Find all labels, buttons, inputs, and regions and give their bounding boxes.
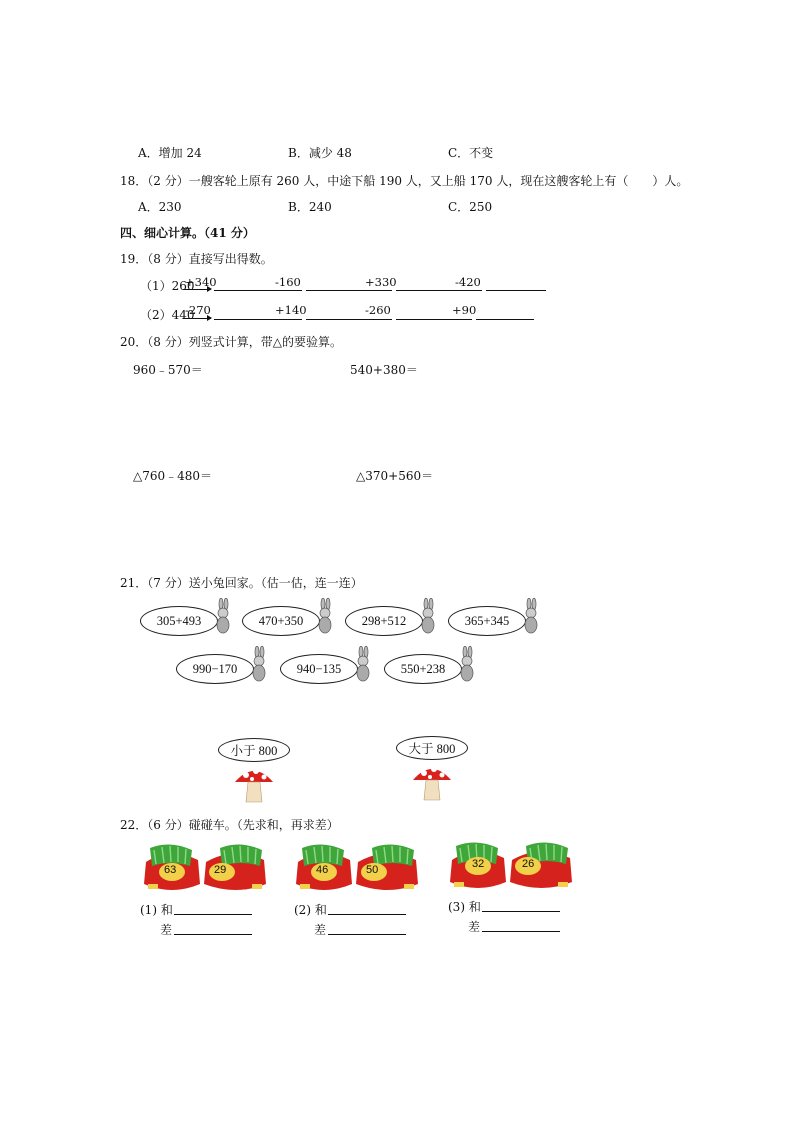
q19-row1-op2: -160 xyxy=(275,275,301,289)
q19-row2-label: （2）440 xyxy=(140,308,195,322)
expression-oval[interactable]: 365+345 xyxy=(448,606,526,636)
house-label-greater-than-800[interactable]: 大于 800 xyxy=(396,736,468,760)
q19-row1-blank4[interactable] xyxy=(486,290,546,291)
rabbit-icon xyxy=(212,598,234,634)
q19-row2-op3: -260 xyxy=(365,303,391,317)
q22-1-diff-label: 差 xyxy=(160,923,173,937)
q20-problem-1: 960﹣570＝ xyxy=(133,363,203,377)
bumper-car-pair-2 xyxy=(292,840,422,898)
q22-2-sum-label: (2) 和 xyxy=(294,903,327,917)
q19-row2-op1: -270 xyxy=(185,303,211,317)
q19-row2-op2: +140 xyxy=(275,303,307,317)
q22-2-diff-blank[interactable] xyxy=(328,934,406,935)
q17-option-a: A．增加 24 xyxy=(138,146,202,160)
q19-row1-op1: +340 xyxy=(185,275,217,289)
expression-oval[interactable]: 990−170 xyxy=(176,654,254,684)
rabbit-icon xyxy=(520,598,542,634)
q20-title: 20．（8 分）列竖式计算，带△的要验算。 xyxy=(120,335,342,349)
car-number: 29 xyxy=(214,864,227,876)
mushroom-icon xyxy=(410,760,454,802)
mushroom-icon xyxy=(232,762,276,804)
car-number: 50 xyxy=(366,864,379,876)
q19-row1-blank3[interactable] xyxy=(396,290,482,291)
q19-row2-blank4[interactable] xyxy=(476,319,534,320)
q22-title: 22．（6 分）碰碰车。（先求和，再求差） xyxy=(120,818,339,832)
q19-row2-blank2[interactable] xyxy=(306,319,392,320)
expression-oval[interactable]: 298+512 xyxy=(345,606,423,636)
q22-2-sum-blank[interactable] xyxy=(328,914,406,915)
q22-3-sum-blank[interactable] xyxy=(482,911,560,912)
q22-1-sum-blank[interactable] xyxy=(174,914,252,915)
section-4-title: 四、细心计算。（41 分） xyxy=(120,226,255,240)
q19-row1-op4: -420 xyxy=(455,275,481,289)
car-number: 46 xyxy=(316,864,329,876)
car-number: 26 xyxy=(522,858,535,870)
q19-title: 19．（8 分）直接写出得数。 xyxy=(120,252,273,266)
rabbit-icon xyxy=(248,646,270,682)
bumper-car-pair-1 xyxy=(140,840,270,898)
house-label-less-than-800[interactable]: 小于 800 xyxy=(218,738,290,762)
rabbit-icon xyxy=(456,646,478,682)
q19-row2-blank3[interactable] xyxy=(396,319,472,320)
q18-option-c: C．250 xyxy=(448,200,493,214)
q22-1-sum-label: (1) 和 xyxy=(140,903,173,917)
q20-problem-3: △760﹣480＝ xyxy=(133,469,213,483)
q22-3-diff-blank[interactable] xyxy=(482,931,560,932)
car-number: 32 xyxy=(472,858,485,870)
bumper-car-pair-3 xyxy=(446,838,576,896)
q19-row1-label: （1）260 xyxy=(140,279,195,293)
q20-problem-2: 540+380＝ xyxy=(350,363,418,377)
q19-row1-op3: +330 xyxy=(365,275,397,289)
q22-3-sum-label: (3) 和 xyxy=(448,900,481,914)
q22-3-diff-label: 差 xyxy=(468,920,481,934)
rabbit-icon xyxy=(314,598,336,634)
expression-oval[interactable]: 305+493 xyxy=(140,606,218,636)
q18-option-b: B．240 xyxy=(288,200,332,214)
q19-row1-blank2[interactable] xyxy=(306,290,392,291)
q18-option-a: A．230 xyxy=(138,200,182,214)
expression-oval[interactable]: 550+238 xyxy=(384,654,462,684)
rabbit-icon xyxy=(352,646,374,682)
q17-option-c: C．不变 xyxy=(448,146,494,160)
arrow-icon xyxy=(183,318,211,319)
rabbit-icon xyxy=(417,598,439,634)
q20-problem-4: △370+560＝ xyxy=(356,469,434,483)
q19-row1-blank1[interactable] xyxy=(214,290,302,291)
q17-option-b: B．减少 48 xyxy=(288,146,352,160)
expression-oval[interactable]: 470+350 xyxy=(242,606,320,636)
car-number: 63 xyxy=(164,864,177,876)
expression-oval[interactable]: 940−135 xyxy=(280,654,358,684)
bumper-car-icon xyxy=(510,842,572,888)
q19-row2-op4: +90 xyxy=(452,303,477,317)
q18-question: 18．（2 分）一艘客轮上原有 260 人，中途下船 190 人，又上船 170 人，现在这艘客轮上有（ ）人。 xyxy=(120,174,689,188)
q19-row2-blank1[interactable] xyxy=(214,319,302,320)
arrow-icon xyxy=(183,289,211,290)
q22-2-diff-label: 差 xyxy=(314,923,327,937)
q21-title: 21．（7 分）送小兔回家。（估一估，连一连） xyxy=(120,576,363,590)
q22-1-diff-blank[interactable] xyxy=(174,934,252,935)
